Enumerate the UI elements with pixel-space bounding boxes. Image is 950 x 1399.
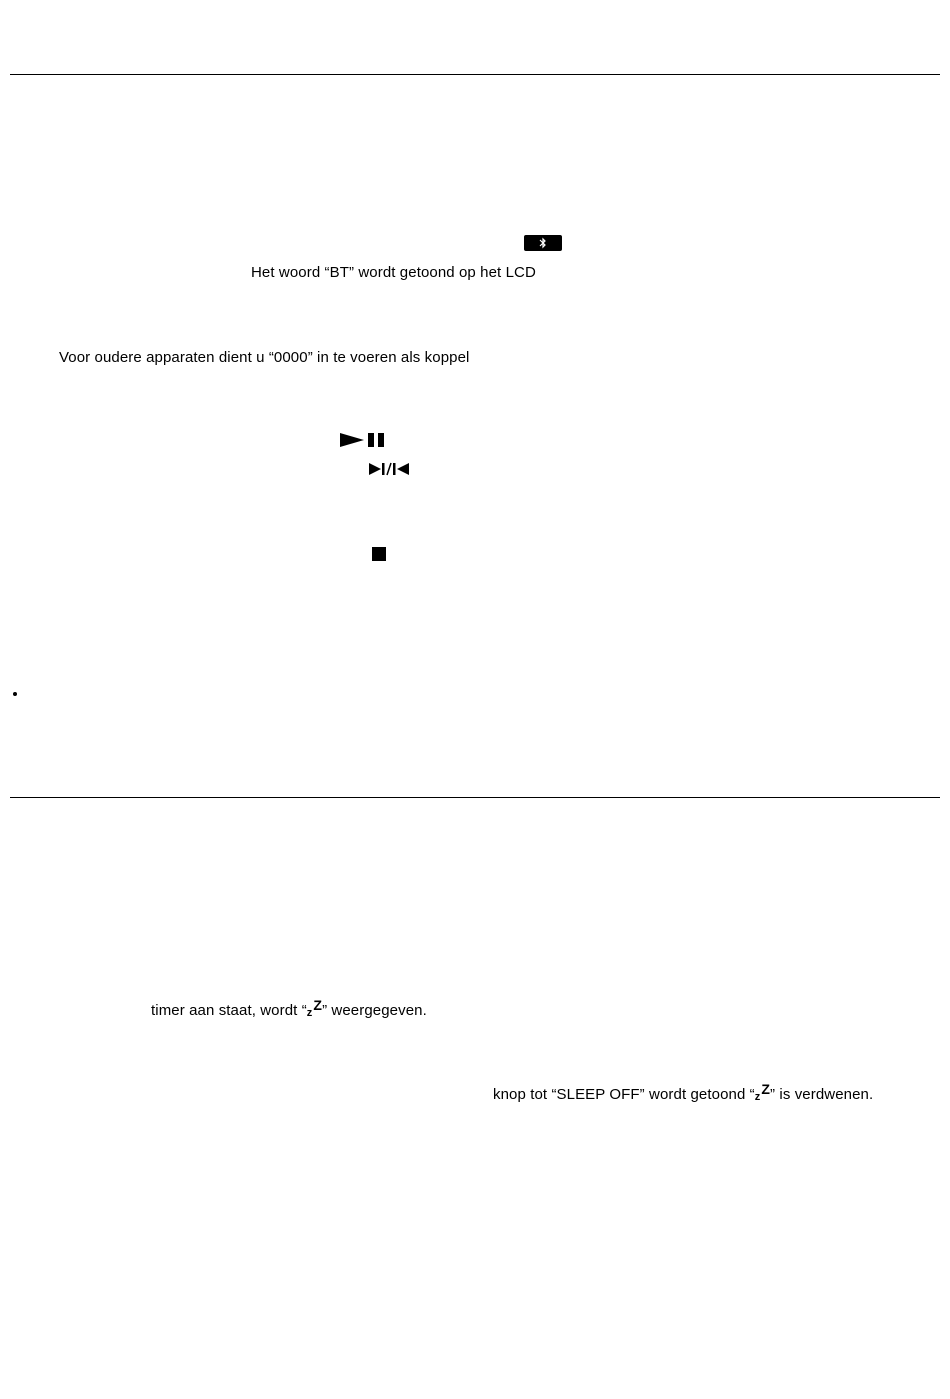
top-divider: [10, 74, 940, 75]
list-bullet: [13, 692, 17, 696]
pairing-code-text: Voor oudere apparaten dient u “0000” in te voeren als koppel: [59, 349, 470, 366]
sleep-off-suffix: ” is verdwenen.: [770, 1086, 874, 1103]
sleep-on-suffix: ” weergegeven.: [322, 1002, 427, 1019]
next-previous-icon: [369, 462, 411, 476]
bt-display-text: Het woord “BT” wordt getoond op het LCD: [251, 264, 536, 281]
big-z: Z: [761, 1081, 771, 1097]
sleep-off-text: [493, 1081, 874, 1105]
play-pause-icon: [340, 432, 390, 448]
sleep-on-prefix: timer aan staat, wordt “: [151, 1002, 307, 1019]
sleep-zz-icon: [306, 997, 323, 1019]
sleep-on-text: [151, 997, 427, 1021]
bluetooth-button-icon: [524, 235, 562, 251]
stop-icon: [372, 547, 386, 561]
small-z: z: [754, 1091, 761, 1103]
big-z: Z: [313, 997, 323, 1013]
sleep-off-prefix: knop tot “SLEEP OFF” wordt getoond “: [493, 1086, 755, 1103]
small-z: z: [306, 1007, 313, 1019]
middle-divider: [10, 797, 940, 798]
sleep-zz-icon: [754, 1081, 771, 1103]
bluetooth-icon: [538, 237, 548, 249]
